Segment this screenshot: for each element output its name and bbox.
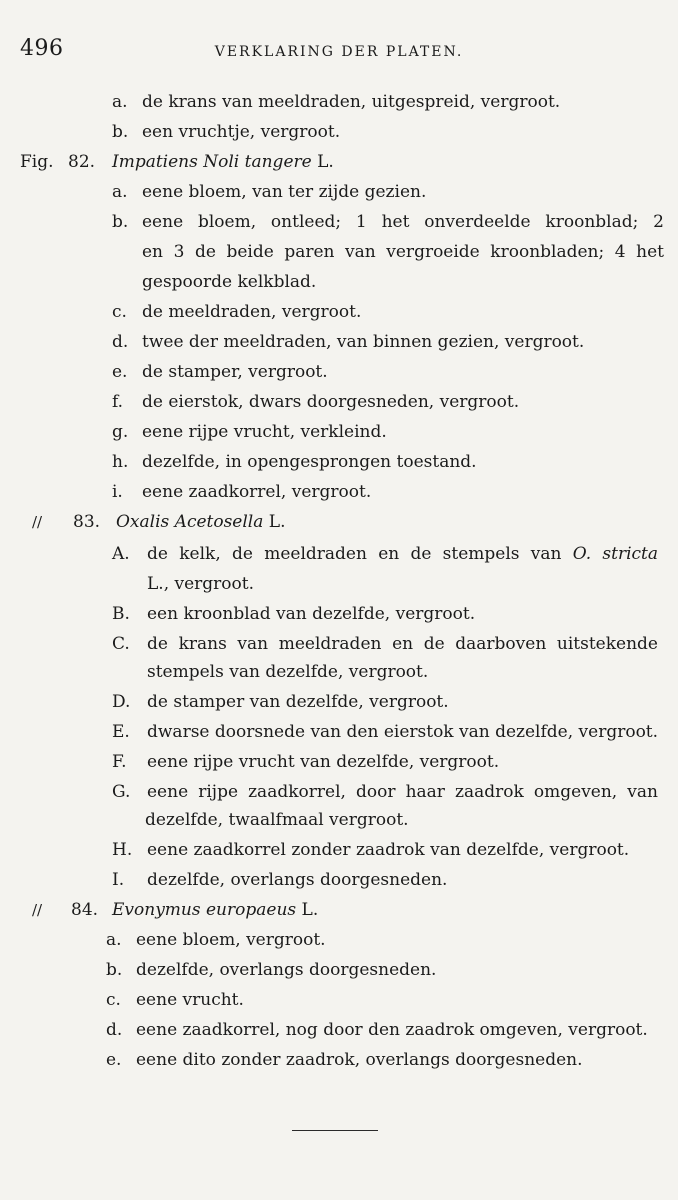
figure-prefix: Fig.: [20, 152, 54, 172]
item-label: A.: [112, 544, 130, 564]
species-name: Oxalis Acetosella: [116, 512, 264, 532]
figure-species: [112, 899, 318, 921]
list-item: [112, 421, 387, 443]
list-item: [112, 543, 658, 565]
item-continuation: dezelfde, twaalfmaal vergroot.: [145, 810, 409, 830]
item-label: c.: [106, 990, 121, 1010]
ditto-mark: //: [32, 901, 43, 919]
item-text: dezelfde, in opengesprongen toestand.: [142, 452, 477, 472]
figure-number: 84.: [71, 900, 99, 920]
list-item: [112, 691, 449, 713]
item-label: F.: [112, 752, 127, 772]
item-label: e.: [112, 362, 128, 382]
list-item: [112, 331, 584, 353]
item-text: een kroonblad van dezelfde, vergroot.: [147, 604, 476, 624]
item-text: twee der meeldraden, van binnen gezien, vergroot.: [142, 332, 585, 352]
item-text: de stamper van dezelfde, vergroot.: [147, 692, 449, 712]
item-label: f.: [112, 392, 124, 412]
page-number: 496: [20, 36, 64, 61]
item-text: eene dito zonder zaadrok, overlangs doorgesneden.: [136, 1050, 583, 1070]
item-text: eene vrucht.: [136, 990, 244, 1010]
list-item: [112, 121, 340, 143]
item-label: G.: [112, 782, 131, 802]
item-text: eene bloem, vergroot.: [136, 930, 326, 950]
item-continuation: gespoorde kelkblad.: [142, 272, 317, 292]
end-rule: [292, 1130, 378, 1131]
species-author: L.: [301, 900, 319, 920]
item-text: dwarse doorsnede van den eierstok van dezelfde, vergroot.: [147, 722, 659, 742]
item-label: e.: [106, 1050, 122, 1070]
item-text: eene rijpe vrucht van dezelfde, vergroot.: [147, 752, 500, 772]
item-label: h.: [112, 452, 129, 472]
item-label: b.: [112, 122, 129, 142]
list-item: [112, 301, 361, 323]
list-item: [106, 1019, 648, 1041]
species-name: Impatiens Noli tangere: [112, 152, 312, 172]
item-label: C.: [112, 634, 130, 654]
list-item: [106, 959, 436, 981]
figure-number: 83.: [73, 512, 101, 532]
item-text: eene rijpe vrucht, verkleind.: [142, 422, 387, 442]
item-label: d.: [106, 1020, 123, 1040]
item-text: eene zaadkorrel zonder zaadrok van dezelfde, vergroot.: [147, 840, 630, 860]
figure-species: [116, 511, 286, 533]
item-continuation: en 3 de beide paren van vergroeide kroonbladen; 4 het: [142, 242, 664, 262]
item-text: de stamper, vergroot.: [142, 362, 328, 382]
item-text: eene bloem, van ter zijde gezien.: [142, 182, 427, 202]
item-label: H.: [112, 840, 133, 860]
item-label: i.: [112, 482, 123, 502]
item-label: I.: [112, 870, 125, 890]
list-item: [112, 869, 447, 891]
list-item: [112, 781, 658, 803]
item-text: de meeldraden, vergroot.: [142, 302, 362, 322]
item-label: a.: [112, 92, 128, 112]
item-text: de krans van meeldraden, uitgespreid, vergroot.: [142, 92, 561, 112]
item-text: dezelfde, overlangs doorgesneden.: [136, 960, 437, 980]
figure-species: [112, 151, 334, 173]
item-label: D.: [112, 692, 131, 712]
list-item: [112, 361, 328, 383]
list-item: [112, 481, 371, 503]
item-label: g.: [112, 422, 129, 442]
item-text: de krans van meeldraden en de daarboven uitstekende: [147, 634, 658, 654]
species-author: L.: [317, 152, 334, 172]
list-item: [112, 211, 664, 233]
item-label: b.: [112, 212, 129, 232]
item-label: d.: [112, 332, 129, 352]
item-continuation: L., vergroot.: [147, 574, 255, 594]
list-item: [112, 721, 658, 743]
figure-number: 82.: [68, 152, 96, 172]
species-author: L.: [268, 512, 286, 532]
item-label: b.: [106, 960, 123, 980]
item-text: eene zaadkorrel, nog door den zaadrok omgeven, vergroot.: [136, 1020, 648, 1040]
running-head: VERKLARING DER PLATEN.: [214, 44, 464, 60]
item-text: een vruchtje, vergroot.: [142, 122, 341, 142]
list-item: [106, 989, 244, 1011]
list-item: [112, 181, 426, 203]
list-item: [106, 1049, 583, 1071]
species-name: Evonymus europaeus: [112, 900, 297, 920]
item-text: eene rijpe zaadkorrel, door haar zaadrok omgeven, van: [147, 782, 658, 802]
item-label: a.: [112, 182, 128, 202]
item-text: de eierstok, dwars doorgesneden, vergroot.: [142, 392, 520, 412]
item-text: de kelk, de meeldraden en de stempels van: [147, 544, 562, 564]
list-item: [112, 839, 629, 861]
item-label: E.: [112, 722, 130, 742]
ditto-mark: //: [32, 513, 43, 531]
item-continuation: stempels van dezelfde, vergroot.: [147, 662, 429, 682]
item-label: B.: [112, 604, 130, 624]
list-item: [112, 451, 477, 473]
list-item: [106, 929, 326, 951]
list-item: [112, 603, 475, 625]
list-item: [112, 391, 519, 413]
species-reference: O. stricta: [572, 544, 659, 564]
item-text: eene zaadkorrel, vergroot.: [142, 482, 372, 502]
list-item: [112, 633, 658, 655]
item-label: c.: [112, 302, 127, 322]
list-item: [112, 751, 499, 773]
item-label: a.: [106, 930, 122, 950]
item-text: dezelfde, overlangs doorgesneden.: [147, 870, 448, 890]
list-item: [112, 91, 560, 113]
page-header: [0, 36, 678, 66]
item-text: eene bloem, ontleed; 1 het onverdeelde kroonblad; 2: [142, 212, 664, 232]
